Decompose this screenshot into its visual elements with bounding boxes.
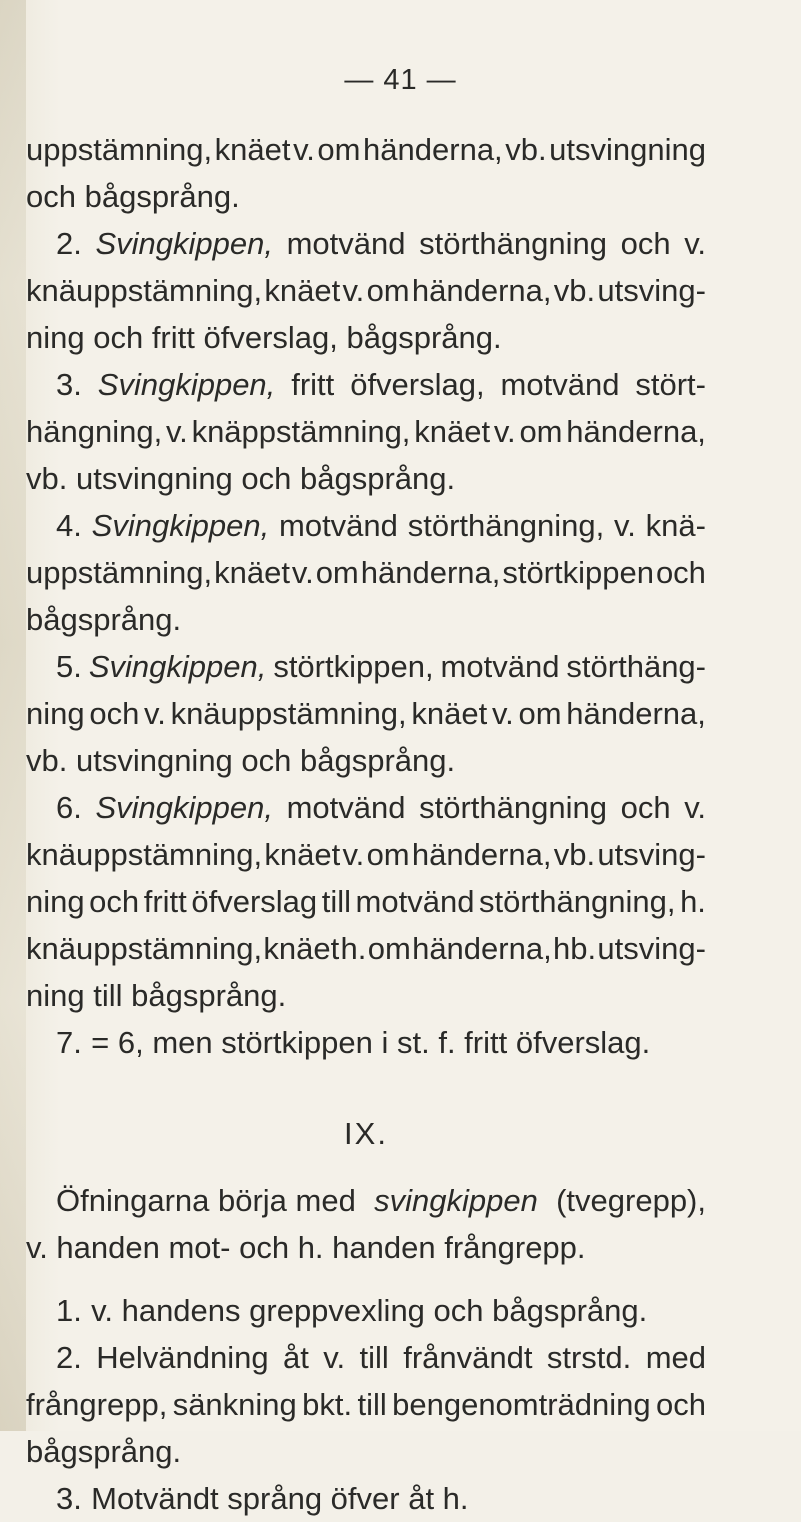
word: utsvingning — [549, 132, 706, 167]
word: om — [518, 696, 562, 731]
line-text: bågsprång. — [26, 1434, 182, 1469]
word: till — [359, 1340, 389, 1375]
word: och — [89, 696, 140, 731]
word: störthängning — [419, 790, 607, 825]
word: störthäng- — [566, 649, 706, 684]
italic-term: Svingkippen, — [95, 790, 273, 825]
text-line — [26, 972, 706, 1019]
word: v. — [614, 508, 636, 543]
word: händerna, — [411, 273, 552, 308]
text-line — [26, 361, 706, 408]
item-number: 3. — [56, 1481, 82, 1516]
text-line — [26, 455, 706, 502]
item-number: 2. — [56, 1340, 82, 1375]
italic-term: svingkippen — [374, 1183, 538, 1218]
word: h. — [680, 884, 706, 919]
text-line — [26, 1334, 706, 1381]
line-text: vb. utsvingning och bågsprång. — [26, 461, 456, 496]
line-text: ning och fritt öfverslag, bågsprång. — [26, 320, 502, 355]
word: (tvegrepp), — [556, 1183, 706, 1218]
text-line — [26, 502, 706, 549]
word: och — [656, 1387, 706, 1422]
word: v. — [493, 414, 516, 449]
word: bengenomträdning — [392, 1387, 651, 1422]
word: hängning, — [26, 414, 163, 449]
word: v. — [342, 273, 365, 308]
word: frångrepp, — [26, 1387, 168, 1422]
spacer — [26, 1271, 706, 1287]
word: om — [366, 837, 410, 872]
word: ning — [26, 884, 85, 919]
italic-term: Svingkippen, — [91, 508, 270, 543]
word: händerna, — [566, 414, 706, 449]
word: hb. — [553, 931, 597, 966]
line-text: = 6, men störtkippen i st. f. fritt öfverslag. — [91, 1025, 651, 1060]
word: utsving- — [597, 931, 706, 966]
word: knäet — [263, 931, 340, 966]
text-line — [26, 1475, 706, 1522]
word: knä- — [645, 508, 706, 543]
word: motvänd — [279, 508, 398, 543]
word: öfverslag — [191, 884, 318, 919]
text-line — [26, 596, 706, 643]
word: v. — [291, 555, 314, 590]
italic-term: Svingkippen, — [95, 226, 273, 261]
word: knäuppstämning, — [170, 696, 407, 731]
word: knäet — [214, 555, 290, 590]
page-number: — 41 — — [344, 64, 457, 96]
word: och — [655, 555, 706, 590]
word: sänkning — [172, 1387, 297, 1422]
word: till — [357, 1387, 387, 1422]
word: öfverslag, — [350, 367, 485, 402]
text-line — [26, 1019, 706, 1066]
text-line — [26, 1381, 706, 1428]
word: uppstämning, — [26, 132, 213, 167]
word: händerna, — [363, 132, 503, 167]
word: knäet — [411, 696, 488, 731]
word: bkt. — [302, 1387, 353, 1422]
word: ning — [26, 696, 85, 731]
text-line — [26, 878, 706, 925]
word: om — [315, 555, 359, 590]
word: om — [317, 132, 361, 167]
word: v. — [342, 837, 365, 872]
page-edge-discoloration — [0, 0, 26, 1431]
line-text: Öfningarna börja med — [56, 1183, 356, 1218]
item-number: 3. — [56, 367, 82, 402]
item-number: 1. — [56, 1293, 82, 1328]
word: v. — [684, 226, 706, 261]
word: och — [620, 790, 671, 825]
word: motvänd — [355, 884, 475, 919]
word: om — [519, 414, 563, 449]
word: om — [366, 273, 410, 308]
item-number: 4. — [56, 508, 82, 543]
word: v. — [323, 1340, 346, 1375]
text-line — [26, 267, 706, 314]
word: om — [367, 931, 411, 966]
word: stört- — [635, 367, 706, 402]
word: knäuppstämning, — [26, 273, 263, 308]
word: motvänd — [440, 649, 560, 684]
text-line — [26, 690, 706, 737]
word: knäet — [264, 837, 341, 872]
word: Helvändning — [96, 1340, 269, 1375]
word: och — [89, 884, 140, 919]
text-line — [26, 643, 706, 690]
word: v. — [293, 132, 315, 167]
word: störthängning, — [407, 508, 605, 543]
line-text: och bågsprång. — [26, 179, 240, 214]
text-line — [26, 173, 706, 220]
word: uppstämning, — [26, 555, 213, 590]
word: till — [321, 884, 351, 919]
text-line — [26, 549, 706, 596]
item-number: 2. — [56, 226, 82, 261]
text-line — [26, 314, 706, 361]
word: motvänd — [286, 790, 406, 825]
word: knäuppstämning, — [26, 931, 263, 966]
text-line — [26, 408, 706, 455]
word: v. — [144, 696, 166, 731]
text-line — [26, 737, 706, 784]
word: knäuppstämning, — [26, 837, 263, 872]
body-text — [26, 126, 706, 1522]
word: v. — [684, 790, 706, 825]
item-number: 7. — [56, 1025, 82, 1060]
word: knäet — [214, 132, 291, 167]
line-text: Motvändt språng öfver åt h. — [91, 1481, 469, 1516]
text-line — [26, 1287, 706, 1334]
italic-term: Svingkippen, — [88, 649, 267, 684]
word: vb. — [553, 837, 596, 872]
text-line — [26, 126, 706, 173]
word: fritt — [143, 884, 187, 919]
word: vb. — [553, 273, 596, 308]
line-text: vb. utsvingning och bågsprång. — [26, 743, 456, 778]
text-line — [26, 831, 706, 878]
line-text: v. handen mot- och h. handen frångrepp. — [26, 1230, 586, 1265]
word: strstd. — [546, 1340, 632, 1375]
word: händerna, — [412, 931, 552, 966]
word: störthängning, — [479, 884, 676, 919]
word: knäet — [264, 273, 341, 308]
word: och — [620, 226, 671, 261]
word: händerna, — [411, 837, 552, 872]
word: knäet — [414, 414, 491, 449]
word: v. — [165, 414, 188, 449]
line-text: bågsprång. — [26, 602, 182, 637]
word: händerna, — [566, 696, 706, 731]
word: utsving- — [597, 837, 706, 872]
word: utsving- — [597, 273, 706, 308]
section-heading: IX. — [344, 1116, 388, 1151]
word: störtkippen — [502, 555, 654, 590]
word: frånvändt — [403, 1340, 533, 1375]
word: v. — [491, 696, 514, 731]
text-line — [26, 1224, 706, 1271]
line-text: v. handens greppvexling och bågsprång. — [91, 1293, 648, 1328]
word: motvänd — [286, 226, 406, 261]
text-line — [26, 784, 706, 831]
text-line — [26, 925, 706, 972]
italic-term: Svingkippen, — [97, 367, 276, 402]
word: störtkippen, — [273, 649, 434, 684]
text-line — [26, 1177, 706, 1224]
word: händerna, — [360, 555, 501, 590]
word: åt — [283, 1340, 309, 1375]
word: med — [645, 1340, 706, 1375]
word: störthängning — [419, 226, 607, 261]
text-line — [26, 1428, 706, 1475]
line-text: ning till bågsprång. — [26, 978, 287, 1013]
word: vb. — [505, 132, 547, 167]
text-line — [26, 220, 706, 267]
word: h. — [340, 931, 367, 966]
word: motvänd — [500, 367, 620, 402]
item-number: 5. — [56, 649, 82, 684]
word: knäppstämning, — [191, 414, 411, 449]
item-number: 6. — [56, 790, 82, 825]
word: fritt — [291, 367, 335, 402]
